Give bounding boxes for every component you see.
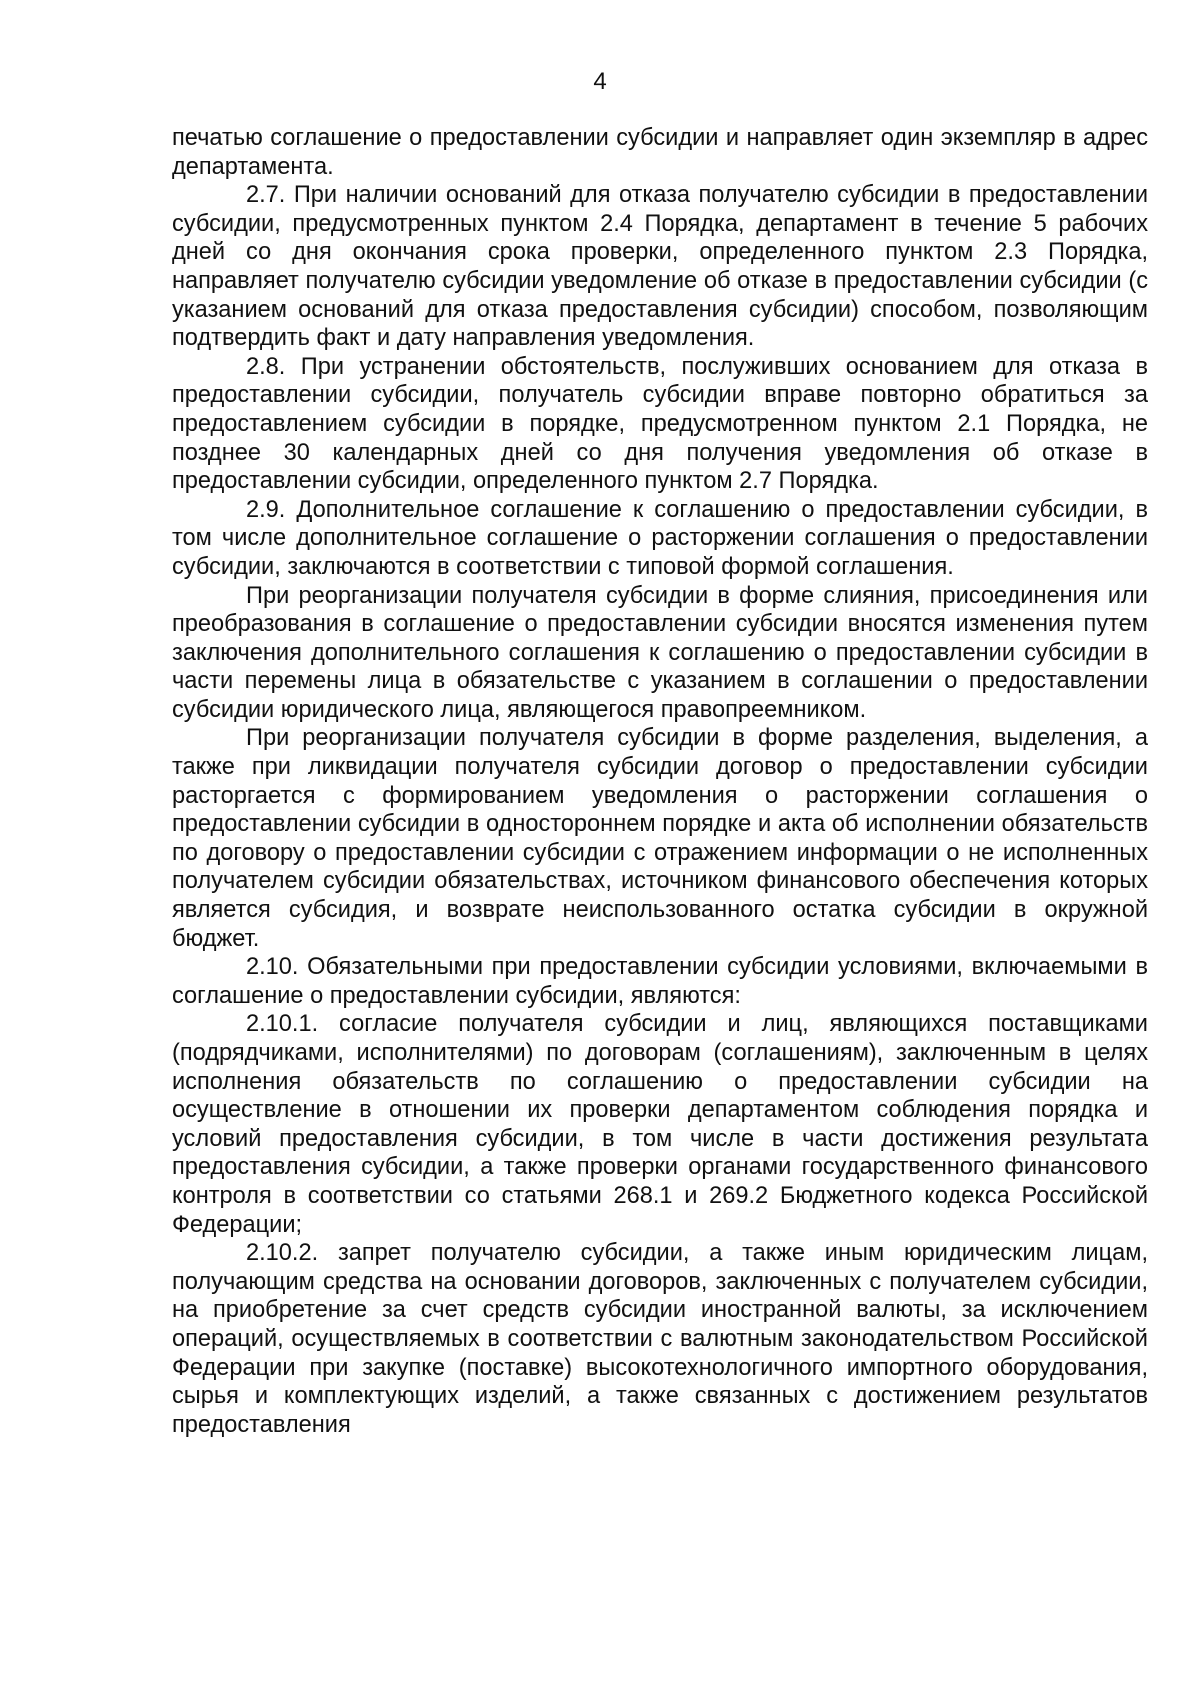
paragraph-2-9: 2.9. Дополнительное соглашение к соглашению о предоставлении субсидии, в том числе дополнительное соглашение о расторжении соглашения о предоставлении субсидии, заключаются в соответствии с типовой формой соглашения. [172,496,1148,580]
paragraph-2-7: 2.7. При наличии оснований для отказа получателю субсидии в предоставлении субсидии, предусмотренных пунктом 2.4 Порядка, департамент в течение 5 рабочих дней со дня окончания срока проверки, определенного пунктом 2.3 Порядка, направляет получателю субсидии уведомление об отказе в предоставлении субсидии (с указанием оснований для отказа предоставления субсидии) способом, позволяющим подтвердить факт и дату направления уведомления. [172,182,1148,352]
paragraph-reorganization-merger: При реорганизации получателя субсидии в форме слияния, присоединения или преобразования в соглашение о предоставлении субсидии вносятся изменения путем заключения дополнительного соглашения к соглашению о предоставлении субсидии в части перемены лица в обязательстве с указанием в соглашении о предоставлении субсидии юридического лица, являющегося правопреемником. [172,582,1148,723]
paragraph-2-8: 2.8. При устранении обстоятельств, послуживших основанием для отказа в предоставлении субсидии, получатель субсидии вправе повторно обратиться за предоставлением субсидии в порядке, предусмотренном пунктом 2.1 Порядка, не позднее 30 календарных дней со дня получения уведомления об отказе в предоставлении субсидии, определенного пунктом 2.7 Порядка. [172,353,1148,495]
document-body [172,124,1148,1439]
page-number: 4 [593,68,607,95]
paragraph-reorganization-division: При реорганизации получателя субсидии в форме разделения, выделения, а также при ликвидации получателя субсидии договор о предоставлении субсидии расторгается с формированием уведомления о расторжении соглашения о предоставлении субсидии в одностороннем порядке и акта об исполнении обязательств по договору о предоставлении субсидии с отражением информации о не исполненных получателем субсидии обязательствах, источником финансового обеспечения которых является субсидия, и возврате неиспользованного остатка субсидии в окружной бюджет. [172,725,1148,952]
paragraph-continuation: печатью соглашение о предоставлении субсидии и направляет один экземпляр в адрес департамента. [172,125,1148,180]
paragraph-2-10: 2.10. Обязательными при предоставлении субсидии условиями, включаемыми в соглашение о предоставлении субсидии, являются: [172,954,1148,1009]
paragraph-2-10-2: 2.10.2. запрет получателю субсидии, а также иным юридическим лицам, получающим средства на основании договоров, заключенных с получателем субсидии, на приобретение за счет средств субсидии иностранной валюты, за исключением операций, осуществляемых в соответствии с валютным законодательством Российской Федерации при закупке (поставке) высокотехнологичного импортного оборудования, сырья и комплектующих изделий, а также связанных с достижением результатов предоставления [172,1240,1148,1438]
paragraph-2-10-1: 2.10.1. согласие получателя субсидии и лиц, являющихся поставщиками (подрядчиками, исполнителями) по договорам (соглашениям), заключенным в целях исполнения обязательств по соглашению о предоставлении субсидии на осуществление в отношении их проверки департаментом соблюдения порядка и условий предоставления субсидии, в том числе в части достижения результата предоставления субсидии, а также проверки органами государственного финансового контроля в соответствии со статьями 268.1 и 269.2 Бюджетного кодекса Российской Федерации; [172,1011,1148,1238]
